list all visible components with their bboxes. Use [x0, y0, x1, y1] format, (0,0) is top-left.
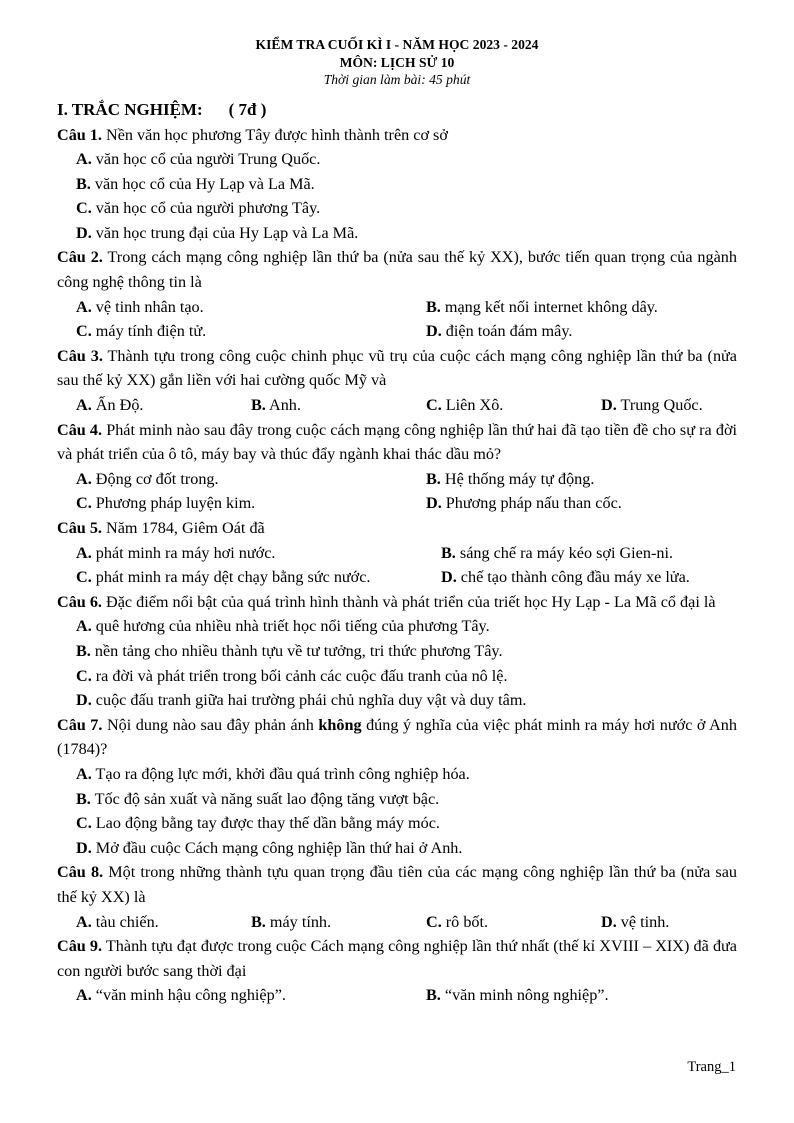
options-row [57, 541, 737, 566]
option-text: văn học cổ của người phương Tây. [91, 199, 321, 218]
option-5d [441, 565, 737, 590]
option-text: chế tạo thành công đầu máy xe lửa. [456, 568, 690, 587]
exam-header [57, 36, 737, 89]
question-label: Câu 6. [57, 592, 102, 611]
option-2a [76, 295, 426, 320]
options-row [57, 983, 737, 1008]
option-key: B. [426, 297, 441, 316]
option-key: C. [76, 814, 92, 833]
question-label: Câu 4. [57, 420, 103, 439]
option-key: B. [251, 396, 266, 415]
option-6d [57, 688, 737, 713]
exam-title: KIỂM TRA CUỐI KÌ I - NĂM HỌC 2023 - 2024 [255, 37, 539, 52]
option-key: D. [426, 322, 442, 341]
option-key: B. [441, 543, 456, 562]
option-8d [601, 910, 737, 935]
question-1 [57, 123, 737, 148]
question-label: Câu 8. [57, 863, 104, 882]
question-text: Thành tựu trong công cuộc chinh phục vũ trụ của cuộc cách mạng công nghiệp lần thứ ba (nửa sau thế kỷ XX) gắn liền với hai cường quốc Mỹ và [57, 346, 737, 390]
option-3b [251, 393, 426, 418]
option-text: sáng chế ra máy kéo sợi Gien-ni. [455, 543, 673, 562]
option-key: A. [76, 617, 92, 636]
option-1c [57, 196, 737, 221]
option-7c [57, 811, 737, 836]
option-text: vệ tinh nhân tạo. [91, 297, 204, 316]
question-4 [57, 418, 737, 467]
question-8 [57, 860, 737, 909]
option-9a [76, 983, 426, 1008]
question-9 [57, 934, 737, 983]
option-8c [426, 910, 601, 935]
option-1b [57, 172, 737, 197]
option-key: B. [76, 174, 91, 193]
option-text: Liên Xô. [441, 396, 504, 415]
option-2d [426, 319, 737, 344]
options-row [57, 565, 737, 590]
option-3d [601, 393, 737, 418]
option-3c [426, 393, 601, 418]
question-5 [57, 516, 737, 541]
option-4b [426, 467, 737, 492]
question-2 [57, 245, 737, 294]
option-key: B. [76, 641, 91, 660]
option-text: Tốc độ sản xuất và năng suất lao động tăng vượt bậc. [90, 789, 440, 808]
question-text: Đặc điểm nổi bật của quá trình hình thành và phát triển của triết học Hy Lạp - La Mã cổ đại là [101, 592, 716, 611]
option-key: C. [76, 568, 92, 587]
option-key: D. [76, 223, 92, 242]
question-label: Câu 3. [57, 346, 103, 365]
option-text: “văn minh hậu công nghiệp”. [91, 986, 286, 1005]
option-6a [57, 614, 737, 639]
question-text: Trong cách mạng công nghiệp lần thứ ba (nửa sau thế kỷ XX), bước tiến quan trọng của ngành công nghệ thông tin là [57, 248, 737, 292]
option-7d [57, 836, 737, 861]
option-text: điện toán đám mây. [441, 322, 573, 341]
option-5b [441, 541, 737, 566]
option-text: ra đời và phát triển trong bối cảnh các cuộc đấu tranh của nô lệ. [91, 666, 508, 685]
question-text: Phát minh nào sau đây trong cuộc cách mạng công nghiệp lần thứ hai đã tạo tiền đề cho sự ra đời và phát triển của ô tô, máy bay và thúc đẩy ngành khai thác dầu mỏ? [57, 420, 738, 464]
exam-subject: MÔN: LỊCH SỬ 10 [339, 54, 455, 70]
option-key: C. [426, 396, 442, 415]
option-key: A. [76, 297, 92, 316]
option-4c [76, 491, 426, 516]
option-key: D. [441, 568, 457, 587]
section-score: ( 7đ ) [228, 99, 267, 119]
option-key: C. [76, 322, 92, 341]
option-text: văn học cổ của người Trung Quốc. [91, 150, 321, 169]
options-row [57, 319, 737, 344]
option-text: văn học cổ của Hy Lạp và La Mã. [90, 174, 315, 193]
option-3a [76, 393, 251, 418]
option-key: A. [76, 469, 92, 488]
option-6c [57, 664, 737, 689]
question-label: Câu 9. [57, 937, 103, 956]
option-text: rô bốt. [441, 912, 489, 931]
option-text: máy tính điện tử. [91, 322, 207, 341]
question-text: Một trong những thành tựu quan trọng đầu tiên của các mạng công nghiệp lần thứ ba (nửa sau thế kỷ XX) là [57, 863, 737, 906]
option-text: Tạo ra động lực mới, khởi đầu quá trình công nghiệp hóa. [91, 764, 470, 783]
option-text: Hệ thống máy tự động. [440, 469, 595, 488]
option-2c [76, 319, 426, 344]
question-text: Thành tựu đạt được trong cuộc Cách mạng công nghiệp lần thứ nhất (thế kỉ XVIII – XIX) đã đưa con người bước sang thời đại [57, 937, 737, 980]
question-text: Nền văn học phương Tây được hình thành trên cơ sở [101, 125, 448, 144]
options-row [57, 491, 737, 516]
option-text: Trung Quốc. [616, 396, 703, 415]
option-key: D. [76, 691, 92, 710]
option-text: tàu chiến. [91, 912, 159, 931]
option-key: D. [426, 494, 442, 513]
option-key: D. [601, 912, 617, 931]
option-key: D. [601, 396, 617, 415]
option-text: máy tính. [265, 912, 332, 931]
option-1d [57, 221, 737, 246]
options-row [57, 910, 737, 935]
option-key: C. [76, 666, 92, 685]
option-text: nền tảng cho nhiều thành tựu về tư tưởng, tri thức phương Tây. [90, 641, 503, 660]
option-text: quê hương của nhiều nhà triết học nổi tiếng của phương Tây. [91, 617, 490, 636]
option-text: Phương pháp luyện kim. [91, 494, 256, 513]
option-text: phát minh ra máy dệt chạy bằng sức nước. [91, 568, 371, 587]
option-key: B. [426, 469, 441, 488]
option-text: Động cơ đốt trong. [91, 469, 219, 488]
option-key: A. [76, 986, 92, 1005]
section-heading [57, 97, 737, 123]
option-6b [57, 639, 737, 664]
option-key: A. [76, 543, 92, 562]
option-key: B. [76, 789, 91, 808]
options-row [57, 467, 737, 492]
option-key: B. [251, 912, 266, 931]
option-8b [251, 910, 426, 935]
question-text-after: đúng ý nghĩa của việc phát minh ra máy hơi nước ở Anh (1784)? [57, 715, 737, 759]
option-text: Lao động bằng tay được thay thế dần bằng máy móc. [91, 814, 440, 833]
option-key: B. [426, 986, 441, 1005]
question-text: Năm 1784, Giêm Oát đã [101, 519, 265, 537]
question-text-before: Nội dung nào sau đây phản ánh [102, 715, 319, 734]
option-text: Phương pháp nấu than cốc. [441, 494, 622, 513]
option-9b [426, 983, 737, 1008]
option-key: A. [76, 764, 92, 783]
option-text: “văn minh nông nghiệp”. [440, 986, 609, 1005]
question-label: Câu 2. [57, 248, 103, 267]
option-text: mạng kết nối internet không dây. [440, 297, 658, 316]
section-title: I. TRẮC NGHIỆM: [57, 99, 203, 119]
option-1a [57, 147, 737, 172]
option-5c [76, 565, 441, 590]
option-5a [76, 541, 441, 566]
options-row [57, 393, 737, 418]
option-7a [57, 762, 737, 787]
option-key: D. [76, 838, 92, 857]
question-label: Câu 7. [57, 715, 103, 734]
option-text: cuộc đấu tranh giữa hai trường phái chủ nghĩa duy vật và duy tâm. [91, 691, 527, 710]
option-2b [426, 295, 737, 320]
question-7 [57, 713, 737, 762]
option-8a [76, 910, 251, 935]
option-key: A. [76, 396, 92, 415]
option-7b [57, 787, 737, 812]
option-key: C. [76, 199, 92, 218]
option-key: C. [76, 494, 92, 513]
option-4a [76, 467, 426, 492]
option-text: phát minh ra máy hơi nước. [91, 543, 276, 562]
option-key: A. [76, 150, 92, 169]
option-text: Mở đầu cuộc Cách mạng công nghiệp lần thứ hai ở Anh. [91, 838, 463, 857]
option-4d [426, 491, 737, 516]
question-6 [57, 590, 737, 615]
option-key: C. [426, 912, 442, 931]
option-text: Anh. [265, 396, 301, 415]
options-row [57, 295, 737, 320]
option-key: A. [76, 912, 92, 931]
question-label: Câu 1. [57, 125, 102, 144]
exam-time: Thời gian làm bài: 45 phút [323, 72, 471, 87]
option-text: Ấn Độ. [91, 396, 144, 415]
option-text: vệ tinh. [616, 912, 670, 931]
question-3 [57, 344, 737, 393]
question-text-emphasis: không [318, 715, 362, 734]
option-text: văn học trung đại của Hy Lạp và La Mã. [91, 223, 359, 242]
page-number: Trang_1 [687, 1059, 736, 1075]
question-label: Câu 5. [57, 519, 102, 537]
